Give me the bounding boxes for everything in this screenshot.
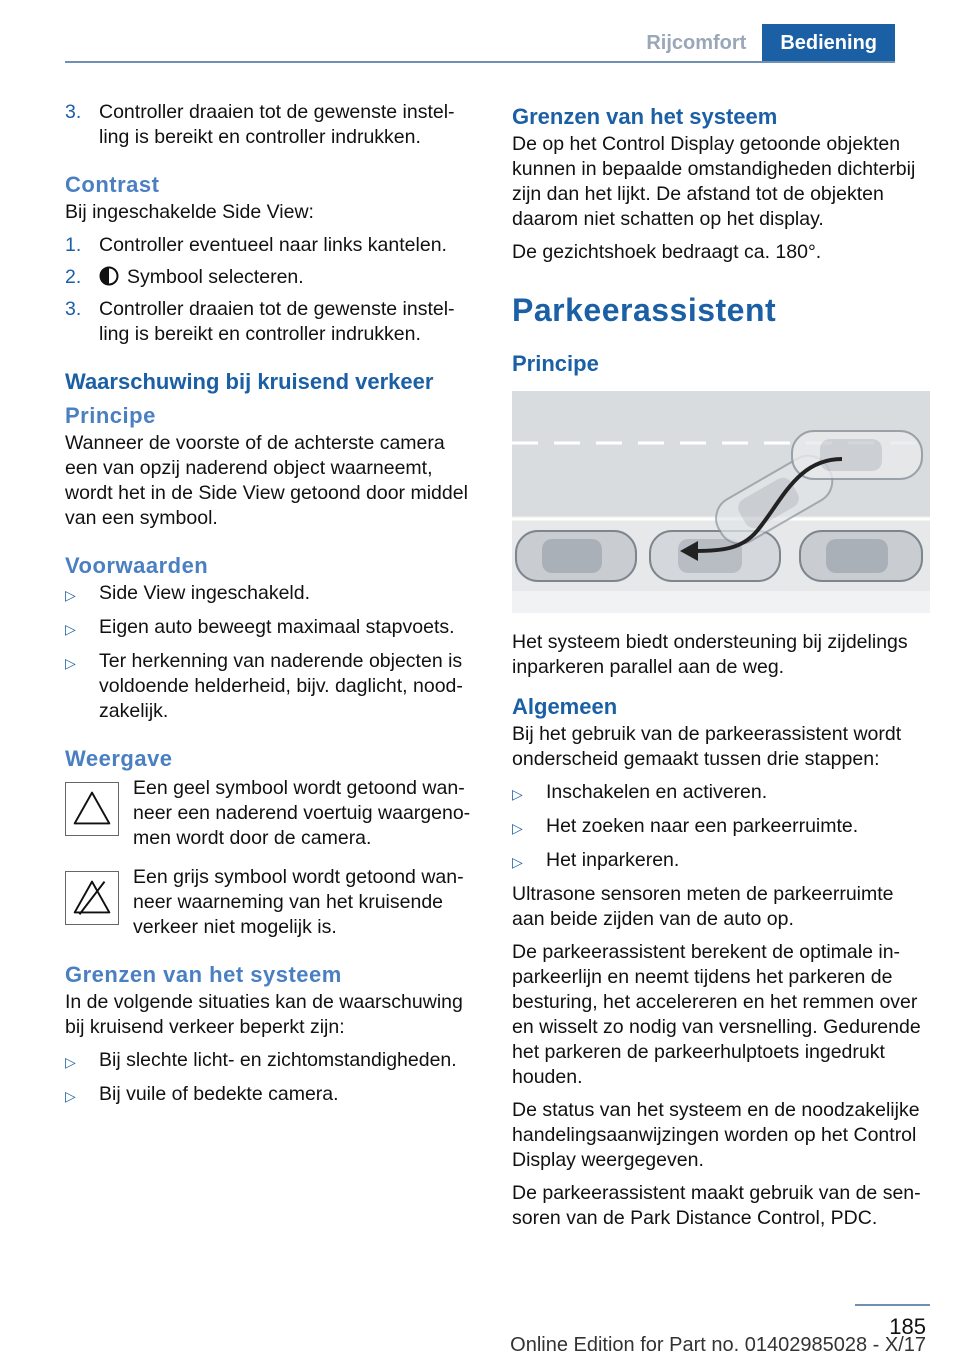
principe-heading-right: Principe <box>512 351 599 376</box>
tab-bediening[interactable]: Bediening <box>762 24 895 62</box>
list-item-text: Inschakelen en activeren. <box>546 781 768 803</box>
park-caption: Het systeem biedt ondersteuning bij zijdelings inparkeren parallel aan de weg. <box>512 631 908 678</box>
list-item <box>65 297 480 347</box>
triangle-bullet-icon: ▷ <box>65 621 76 637</box>
step-text-wrap <box>99 265 480 290</box>
list-item <box>65 1048 480 1075</box>
list-item-text: Het zoeken naar een parkeerruimte. <box>546 815 859 837</box>
list-item <box>512 780 930 807</box>
triangle-bullet-icon: ▷ <box>512 820 523 836</box>
parking-illustration <box>512 391 930 613</box>
warning-triangle-crossed-icon <box>65 871 119 925</box>
weergave-grey-row <box>65 865 480 940</box>
list-item <box>65 265 480 290</box>
footer-divider <box>855 1304 930 1306</box>
grenzen-p2-right: De gezichtshoek bedraagt ca. 180°. <box>512 241 822 263</box>
triangle-bullet-icon: ▷ <box>65 1054 76 1070</box>
list-item-text: Side View ingeschakeld. <box>99 582 311 604</box>
list-item <box>512 848 930 875</box>
step-number: 2. <box>65 266 82 288</box>
list-item <box>65 581 480 608</box>
list-item <box>65 1082 480 1109</box>
voorwaarden-list <box>65 581 480 724</box>
pdc-text: De parkeerassistent maakt gebruik van de sen-soren van de Park Distance Control, PDC. <box>512 1182 921 1229</box>
parked-car-right <box>800 531 922 581</box>
step-text: Symbool selecteren. <box>127 266 304 288</box>
own-car-start <box>792 431 922 479</box>
ultrasone-text: Ultrasone sensoren meten de parkeerruimte aan beide zijden van de auto op. <box>512 883 894 930</box>
weergave-grey-text: Een grijs symbool wordt getoond wan-neer waarneming van het kruisende verkeer niet mogelijk is. <box>133 866 464 938</box>
list-item-text: Eigen auto beweegt maximaal stapvoets. <box>99 616 455 638</box>
contrast-heading: Contrast <box>65 172 160 197</box>
voorwaarden-heading: Voorwaarden <box>65 553 209 578</box>
algemeen-intro: Bij het gebruik van de parkeerassistent wordt onderscheid gemaakt tussen drie stappen: <box>512 723 902 770</box>
grenzen-list-left <box>65 1048 480 1109</box>
header-tabs <box>630 24 895 62</box>
left-column <box>65 100 480 1116</box>
principe-text: Wanneer de voorste of de achterste camera een van opzij naderend object waarneemt, wordt het in de Side View getoond door middel van een symbool. <box>65 432 468 529</box>
list-item <box>65 649 480 724</box>
list-item <box>512 814 930 841</box>
triangle-bullet-icon: ▷ <box>65 655 76 671</box>
page-number: 185 <box>889 1314 926 1339</box>
tab-rijcomfort[interactable]: Rijcomfort <box>646 32 747 54</box>
triangle-bullet-icon: ▷ <box>512 854 523 870</box>
berekening-text: De parkeerassistent berekent de optimale in-parkeerlijn en neemt tijdens het parkeren de besturing, het accelereren en het remmen over en wisselt zo nodig van versnelling. Gedurende het parkeren de parkeerhulptoets ingedrukt houden. <box>512 941 921 1088</box>
list-item-text: Ter herkenning van naderende objecten is voldoende helderheid, bijv. daglicht, nood-zakelijk. <box>99 650 463 722</box>
triangle-bullet-icon: ▷ <box>512 786 523 802</box>
contrast-intro: Bij ingeschakelde Side View: <box>65 201 314 223</box>
grenzen-p1-right: De op het Control Display getoonde objekten kunnen in bepaalde omstandigheden dichterbij zijn dan het lijkt. De afstand tot de objekten daarom niet schatten op het display. <box>512 133 916 230</box>
principe-heading: Principe <box>65 403 156 428</box>
triangle-bullet-icon: ▷ <box>65 587 76 603</box>
status-text: De status van het systeem en de noodzakelijke handelingsaanwijzingen worden op het Control Display weergegeven. <box>512 1099 920 1171</box>
grenzen-intro-left: In de volgende situaties kan de waarschuwing bij kruisend verkeer beperkt zijn: <box>65 991 463 1038</box>
grenzen-heading-right: Grenzen van het systeem <box>512 104 778 129</box>
contrast-steps <box>65 233 480 347</box>
header-divider <box>65 61 895 63</box>
triangle-bullet-icon: ▷ <box>65 1088 76 1104</box>
list-item-text: Het inparkeren. <box>546 849 680 871</box>
list-item <box>65 100 480 150</box>
warning-triangle-icon <box>65 782 119 836</box>
list-item <box>65 233 480 258</box>
algemeen-heading: Algemeen <box>512 694 618 719</box>
step-number: 1. <box>65 234 82 256</box>
grenzen-heading-left: Grenzen van het systeem <box>65 962 342 987</box>
right-column <box>512 100 930 1239</box>
weergave-heading: Weergave <box>65 746 173 771</box>
list-item-text: Bij vuile of bedekte camera. <box>99 1083 339 1105</box>
step-number: 3. <box>65 101 82 123</box>
contrast-icon <box>99 266 119 286</box>
weergave-yellow-text: Een geel symbool wordt getoond wan-neer een naderend voertuig waargeno-men wordt door de camera. <box>133 777 471 849</box>
cross-traffic-heading: Waarschuwing bij kruisend verkeer <box>65 369 434 394</box>
parked-car-left <box>516 531 636 581</box>
step-number: 3. <box>65 298 82 320</box>
own-car-parked <box>650 531 780 581</box>
list-item <box>65 615 480 642</box>
step-text: Controller draaien tot de gewenste instel-ling is bereikt en controller indrukken. <box>99 298 455 345</box>
algemeen-list <box>512 780 930 875</box>
step-text: Controller eventueel naar links kantelen. <box>99 234 447 256</box>
step-text: Controller draaien tot de gewenste instel-ling is bereikt en controller indrukken. <box>99 101 455 148</box>
list-item-text: Bij slechte licht- en zichtomstandigheden. <box>99 1049 457 1071</box>
weergave-yellow-row <box>65 776 480 851</box>
edition-text: Online Edition for Part no. 01402985028 - X/17 <box>510 1334 926 1356</box>
parkeerassistent-heading: Parkeerassistent <box>512 292 777 328</box>
